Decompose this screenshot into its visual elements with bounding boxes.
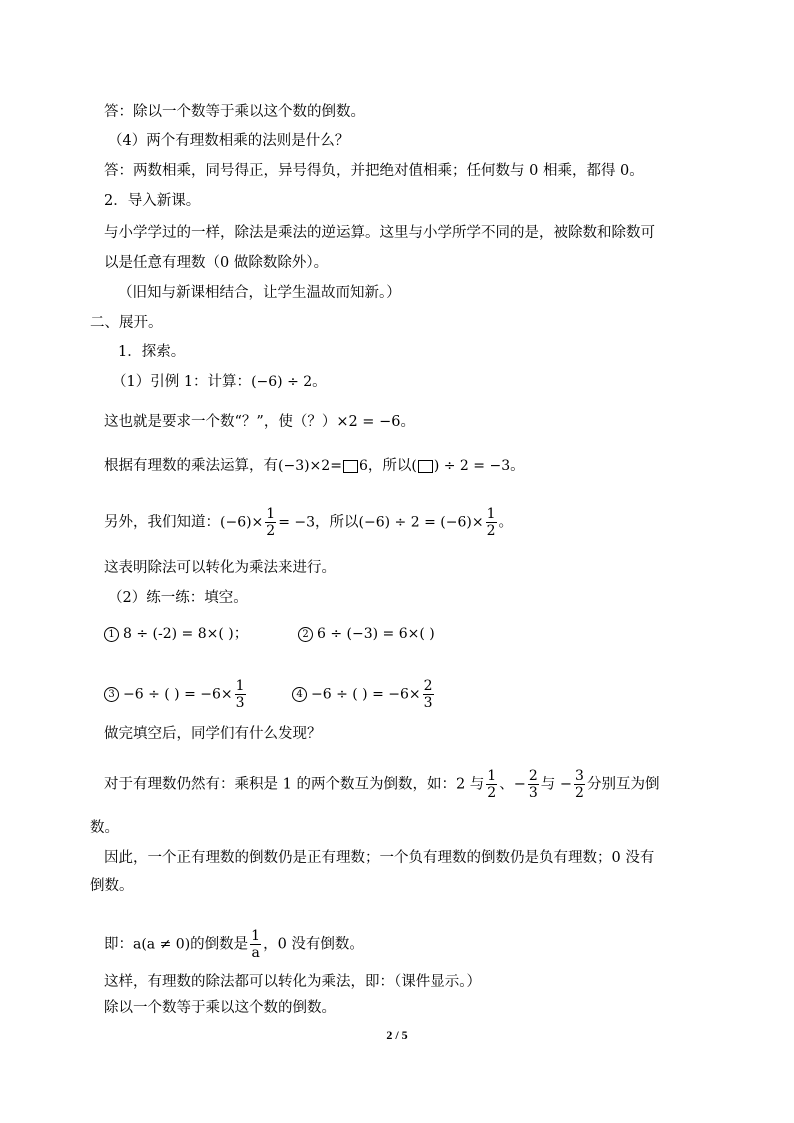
- denominator: 2: [266, 523, 276, 539]
- text-segment: 与 −: [540, 776, 573, 793]
- definition-line: [104, 928, 364, 961]
- circled-number-icon: 1: [104, 627, 119, 642]
- example-1-label: （1）引例 1：计算：: [112, 374, 252, 390]
- paragraph-line-2: 以是任意有理数（0 做除数除外）。: [104, 255, 329, 271]
- text-segment: 即：: [104, 936, 133, 953]
- math-expression: = −3: [278, 514, 316, 531]
- exercise-3: [104, 678, 248, 711]
- page-number: 2 / 5: [386, 1028, 408, 1042]
- numerator: 2: [423, 678, 433, 694]
- summary-line-1: 这样，有理数的除法都可以转化为乘法，即：（课件显示。）: [104, 974, 481, 990]
- numerator: 1: [266, 506, 276, 522]
- text-segment: 对于有理数仍然有：乘积是 1 的两个数互为倒数，如：2 与: [104, 776, 485, 793]
- denominator: a: [251, 945, 260, 961]
- therefore-line-1: 因此，一个正有理数的倒数仍是正有理数；一个负有理数的倒数仍是负有理数；0 没有: [104, 850, 655, 866]
- math-expression: 8 ÷ (-2) = 8×( ): [123, 626, 234, 642]
- math-expression: 6 ÷ (−3) = 6×( ): [317, 626, 435, 642]
- answer-line-1: 答：除以一个数等于乘以这个数的倒数。: [104, 104, 365, 120]
- explanation-line-3: [104, 506, 513, 539]
- math-expression: a(a ≠ 0): [133, 936, 191, 953]
- punctuation: ；: [233, 626, 249, 642]
- fraction-three-halves: [574, 768, 585, 801]
- math-expression: 6: [358, 458, 368, 474]
- math-expression: (−6)×: [220, 514, 264, 531]
- exercise-2: [298, 624, 435, 644]
- exercise-4: [292, 678, 436, 711]
- fraction-one-third: [235, 678, 246, 711]
- text-segment: 另外，我们知道：: [104, 514, 220, 531]
- punctuation: 。: [510, 458, 525, 474]
- fraction-two-thirds: [423, 678, 434, 711]
- example-1-math: (−6) ÷ 2: [251, 374, 313, 390]
- section-intro-new-lesson: 2．导入新课。: [104, 193, 201, 209]
- denominator: 3: [423, 695, 433, 711]
- circled-number-icon: 2: [298, 627, 313, 642]
- circled-number-icon: 4: [292, 687, 307, 702]
- text-segment: 、−: [499, 776, 526, 793]
- text-segment: 根据有理数的乘法运算，有: [104, 458, 278, 474]
- fraction-one-over-a: [250, 928, 261, 961]
- example-1-line: [112, 372, 327, 392]
- math-expression: −6 ÷ ( ) = −6×: [311, 686, 421, 703]
- punctuation: 。: [312, 374, 327, 390]
- denominator: 3: [235, 695, 245, 711]
- explanation-line-1: 这也就是要求一个数“？”，使（？）×2 = −6。: [104, 414, 415, 430]
- numerator: 2: [528, 768, 538, 784]
- answer-line-2: 答：两数相乘，同号得正，异号得负，并把绝对值相乘；任何数与 0 相乘，都得 0。: [104, 163, 644, 179]
- denominator: 2: [575, 785, 584, 801]
- summary-line-2: 除以一个数等于乘以这个数的倒数。: [104, 1000, 336, 1016]
- text-segment: ，所以: [367, 458, 412, 474]
- paragraph-line-1: 与小学学过的一样，除法是乘法的逆运算。这里与小学所学不同的是，被除数和除数可: [104, 225, 655, 241]
- subsection-explore: 1．探索。: [118, 344, 186, 360]
- denominator: 2: [486, 523, 496, 539]
- question-4: （4）两个有理数相乘的法则是什么？: [108, 133, 350, 149]
- math-expression: (−3)×2=: [278, 458, 342, 474]
- conclusion-line: 这表明除法可以转化为乘法来进行。: [104, 560, 336, 576]
- explanation-line-2: 根据有理数的乘法运算，有(−3)×2= 6，所以( ) ÷ 2 = −3。: [104, 458, 525, 474]
- numerator: 1: [235, 678, 245, 694]
- therefore-line-2: 倒数。: [90, 878, 134, 894]
- punctuation: 。: [498, 514, 513, 531]
- exercise-1: [104, 624, 248, 644]
- practice-heading: （2）练一练：填空。: [108, 590, 248, 606]
- teaching-note: （旧知与新课相结合，让学生温故而知新。）: [118, 285, 401, 301]
- fraction-two-thirds: [528, 768, 539, 801]
- numerator: 1: [251, 928, 261, 944]
- text-segment: 的倒数是: [190, 936, 249, 953]
- placeholder-box-icon: [418, 460, 433, 473]
- text-segment: ，0 没有倒数。: [263, 936, 364, 953]
- reciprocal-statement: [104, 768, 659, 801]
- math-expression: −6 ÷ ( ) = −6×: [123, 686, 233, 703]
- fraction-one-half: [486, 506, 497, 539]
- denominator: 2: [487, 785, 497, 801]
- section-heading-expand: 二、展开。: [90, 315, 163, 331]
- denominator: 3: [528, 785, 538, 801]
- numerator: 1: [486, 506, 496, 522]
- discovery-question: 做完填空后，同学们有什么发现？: [104, 726, 322, 742]
- text-segment: 分别互为倒: [586, 776, 660, 793]
- fraction-one-half: [265, 506, 276, 539]
- circled-number-icon: 3: [104, 687, 119, 702]
- numerator: 1: [487, 768, 497, 784]
- placeholder-box-icon: [343, 460, 358, 473]
- text-segment: ，所以: [315, 514, 359, 531]
- fraction-one-half: [486, 768, 497, 801]
- math-expression: ) ÷ 2 = −3: [433, 458, 511, 474]
- math-expression: (−6) ÷ 2 = (−6)×: [358, 514, 484, 531]
- numerator: 3: [575, 768, 584, 784]
- reciprocal-statement-cont: 数。: [90, 820, 119, 836]
